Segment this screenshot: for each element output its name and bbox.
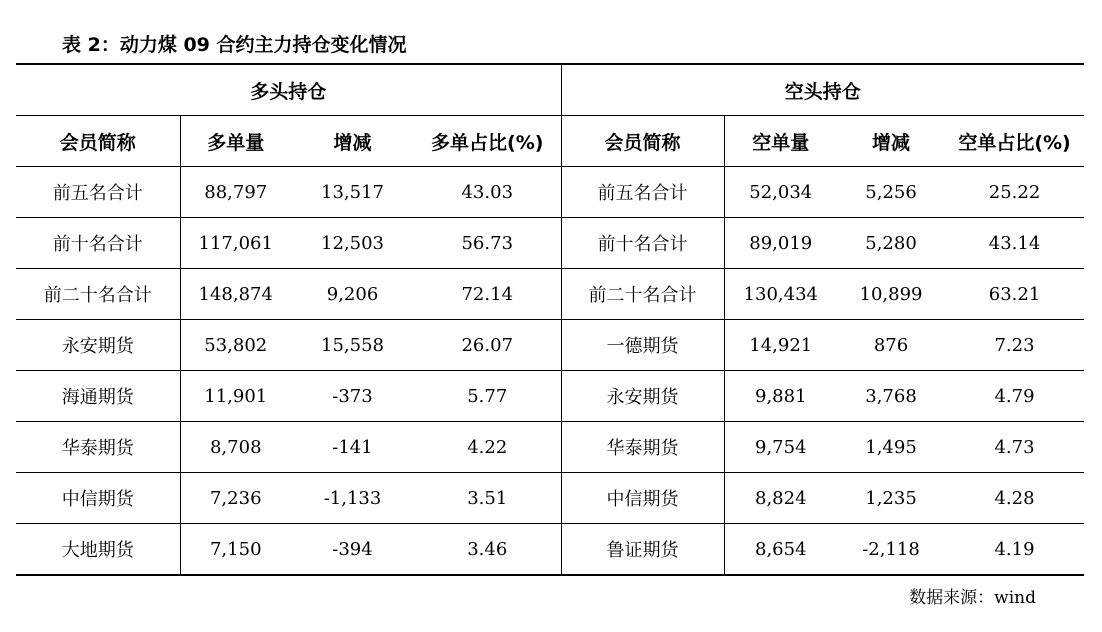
table-row [16,320,1084,371]
short-change: -2,118 [837,524,945,576]
table-title: 表 2：动力煤 09 合约主力持仓变化情况 [62,34,407,56]
long-volume: 88,797 [180,167,291,218]
long-change: 9,206 [291,269,414,320]
short-share: 7.23 [945,320,1084,371]
short-change: 1,495 [837,422,945,473]
long-share: 3.51 [414,473,561,524]
col-header-long-share: 多单占比(%) [414,116,561,167]
long-member: 永安期货 [16,320,180,371]
long-share: 43.03 [414,167,561,218]
long-change: 13,517 [291,167,414,218]
short-member: 永安期货 [561,371,724,422]
short-volume: 52,034 [724,167,837,218]
short-change: 5,256 [837,167,945,218]
long-change: -141 [291,422,414,473]
long-share: 26.07 [414,320,561,371]
short-member: 鲁证期货 [561,524,724,576]
short-volume: 8,654 [724,524,837,576]
long-volume: 148,874 [180,269,291,320]
table-row [16,218,1084,269]
short-member: 前五名合计 [561,167,724,218]
long-member: 海通期货 [16,371,180,422]
table-row [16,167,1084,218]
table-row [16,473,1084,524]
short-volume: 14,921 [724,320,837,371]
long-volume: 53,802 [180,320,291,371]
short-share: 63.21 [945,269,1084,320]
short-volume: 89,019 [724,218,837,269]
short-volume: 130,434 [724,269,837,320]
col-header-long-change: 增减 [291,116,414,167]
long-positions-header: 多头持仓 [16,64,561,116]
table-row [16,422,1084,473]
column-header-row [16,116,1084,167]
long-member: 中信期货 [16,473,180,524]
long-change: 12,503 [291,218,414,269]
long-volume: 11,901 [180,371,291,422]
long-share: 5.77 [414,371,561,422]
short-member: 前十名合计 [561,218,724,269]
short-volume: 8,824 [724,473,837,524]
short-member: 中信期货 [561,473,724,524]
col-header-short-change: 增减 [837,116,945,167]
short-share: 4.73 [945,422,1084,473]
long-change: -1,133 [291,473,414,524]
long-share: 56.73 [414,218,561,269]
position-table [16,63,1084,576]
col-header-short-volume: 空单量 [724,116,837,167]
table-row [16,524,1084,576]
short-share: 4.79 [945,371,1084,422]
long-member: 前五名合计 [16,167,180,218]
col-header-short-share: 空单占比(%) [945,116,1084,167]
long-share: 72.14 [414,269,561,320]
long-volume: 7,236 [180,473,291,524]
short-change: 10,899 [837,269,945,320]
long-member: 前二十名合计 [16,269,180,320]
long-change: -373 [291,371,414,422]
long-volume: 117,061 [180,218,291,269]
group-header-row [16,64,1084,116]
table-row [16,371,1084,422]
long-member: 华泰期货 [16,422,180,473]
table-row [16,269,1084,320]
short-member: 前二十名合计 [561,269,724,320]
long-change: 15,558 [291,320,414,371]
short-member: 一德期货 [561,320,724,371]
short-change: 876 [837,320,945,371]
col-header-long-volume: 多单量 [180,116,291,167]
long-share: 4.22 [414,422,561,473]
long-share: 3.46 [414,524,561,576]
long-volume: 7,150 [180,524,291,576]
col-header-short-member: 会员简称 [561,116,724,167]
short-volume: 9,754 [724,422,837,473]
short-change: 5,280 [837,218,945,269]
short-share: 25.22 [945,167,1084,218]
short-volume: 9,881 [724,371,837,422]
long-member: 大地期货 [16,524,180,576]
data-source-note: 数据来源：wind [909,588,1036,608]
col-header-long-member: 会员简称 [16,116,180,167]
short-share: 43.14 [945,218,1084,269]
short-share: 4.28 [945,473,1084,524]
short-positions-header: 空头持仓 [561,64,1084,116]
long-volume: 8,708 [180,422,291,473]
short-share: 4.19 [945,524,1084,576]
short-member: 华泰期货 [561,422,724,473]
long-change: -394 [291,524,414,576]
short-change: 3,768 [837,371,945,422]
long-member: 前十名合计 [16,218,180,269]
short-change: 1,235 [837,473,945,524]
